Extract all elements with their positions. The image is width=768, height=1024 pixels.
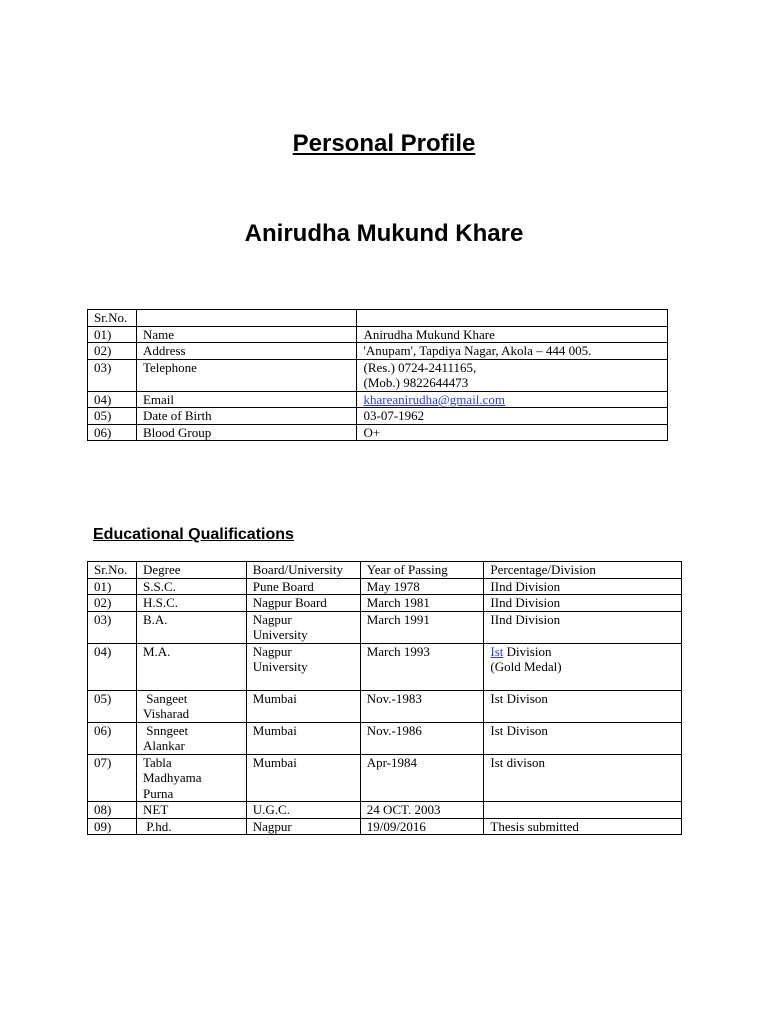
sr-no-cell: 04) xyxy=(88,643,137,690)
board-cell xyxy=(246,611,360,643)
header-cell: Sr.No. xyxy=(88,310,137,327)
year-cell: March 1991 xyxy=(360,611,484,643)
board-line: Pune Board xyxy=(252,578,314,594)
division-text: Division xyxy=(503,643,552,659)
sr-no-cell: 02) xyxy=(88,343,137,360)
field-label-cell: Address xyxy=(136,343,357,360)
table-row xyxy=(88,611,682,643)
sr-no-cell: 04) xyxy=(88,391,137,408)
degree-line: Purna xyxy=(142,785,174,801)
sr-no-cell: 01) xyxy=(88,578,137,595)
degree-cell xyxy=(136,595,246,612)
field-label-cell: Date of Birth xyxy=(136,408,357,425)
division-cell xyxy=(484,595,682,612)
field-label-cell: Telephone xyxy=(136,359,357,391)
sr-no-cell: 05) xyxy=(88,408,137,425)
division-cell xyxy=(484,818,682,835)
division-cell xyxy=(484,690,682,722)
division-cell xyxy=(484,611,682,643)
division-line: Ist Divison xyxy=(490,722,548,738)
year-cell: March 1993 xyxy=(360,643,484,690)
header-cell: Sr.No. xyxy=(88,562,137,579)
degree-line: Visharad xyxy=(142,706,190,721)
education-heading: Educational Qualifications xyxy=(93,526,294,543)
value-line: 'Anupam', Tapdiya Nagar, Akola – 444 005. xyxy=(363,343,592,358)
email-link[interactable]: khareanirudha@gmail.com xyxy=(363,391,506,407)
board-cell xyxy=(246,578,360,595)
board-line: University xyxy=(252,627,308,642)
sr-no-cell: 07) xyxy=(88,754,137,802)
sr-no-cell: 05) xyxy=(88,690,137,722)
field-value-cell xyxy=(357,343,668,360)
degree-cell xyxy=(136,611,246,643)
table-row xyxy=(88,643,682,690)
table-row xyxy=(88,802,682,819)
board-cell xyxy=(246,722,360,754)
field-value-cell xyxy=(357,424,668,441)
division-cell xyxy=(484,578,682,595)
board-cell xyxy=(246,643,360,690)
sr-no-cell: 02) xyxy=(88,595,137,612)
value-line: (Mob.) 9822644473 xyxy=(363,375,469,390)
degree-line: Tabla xyxy=(142,754,172,770)
table-header-row xyxy=(88,562,682,579)
table-row xyxy=(88,690,682,722)
header-cell: Board/University xyxy=(246,562,360,579)
board-line: Mumbai xyxy=(252,690,297,706)
division-line: (Gold Medal) xyxy=(490,659,562,674)
board-line: Nagpur xyxy=(252,611,292,627)
degree-cell xyxy=(136,643,246,690)
division-line: Thesis submitted xyxy=(490,818,579,834)
degree-cell xyxy=(136,802,246,819)
header-cell xyxy=(357,310,668,327)
division-line: IInd Division xyxy=(490,595,561,610)
division-line: IInd Division xyxy=(490,578,561,594)
degree-line: Madhyama xyxy=(142,770,202,785)
table-header-row xyxy=(88,310,668,327)
field-value-cell xyxy=(357,326,668,343)
division-link[interactable]: Ist xyxy=(490,643,504,659)
degree-line: S.S.C. xyxy=(142,578,176,594)
division-cell xyxy=(484,643,682,690)
table-row xyxy=(88,754,682,802)
education-table xyxy=(87,561,682,835)
year-cell: May 1978 xyxy=(360,578,484,595)
year-cell: Apr-1984 xyxy=(360,754,484,802)
year-cell: 24 OCT. 2003 xyxy=(360,802,484,819)
field-value-cell xyxy=(357,359,668,391)
table-row xyxy=(88,326,668,343)
degree-cell xyxy=(136,722,246,754)
board-cell xyxy=(246,754,360,802)
degree-line: P.hd. xyxy=(142,818,172,834)
board-line: U.G.C. xyxy=(252,802,290,817)
field-label-cell: Blood Group xyxy=(136,424,357,441)
board-cell xyxy=(246,595,360,612)
table-row xyxy=(88,343,668,360)
year-cell: 19/09/2016 xyxy=(360,818,484,835)
table-row xyxy=(88,595,682,612)
degree-cell xyxy=(136,754,246,802)
degree-line: H.S.C. xyxy=(142,595,179,610)
header-cell: Degree xyxy=(136,562,246,579)
division-cell xyxy=(484,754,682,802)
field-value-cell xyxy=(357,391,668,408)
person-name: Anirudha Mukund Khare xyxy=(244,220,524,247)
sr-no-cell: 03) xyxy=(88,611,137,643)
degree-line: NET xyxy=(142,802,169,817)
table-row xyxy=(88,408,668,425)
table-row xyxy=(88,391,668,408)
board-line: Mumbai xyxy=(252,754,297,770)
field-label-cell: Name xyxy=(136,326,357,343)
table-row xyxy=(88,424,668,441)
value-line: 03-07-1962 xyxy=(363,408,425,423)
degree-line: Snngeet xyxy=(142,722,189,738)
header-cell xyxy=(136,310,357,327)
header-cell: Year of Passing xyxy=(360,562,484,579)
degree-cell xyxy=(136,578,246,595)
value-line: Anirudha Mukund Khare xyxy=(363,326,495,342)
page-title: Personal Profile xyxy=(292,130,476,157)
division-line xyxy=(490,802,675,818)
field-value-cell xyxy=(357,408,668,425)
header-cell: Percentage/Division xyxy=(484,562,682,579)
degree-cell xyxy=(136,690,246,722)
board-line: Nagpur xyxy=(252,643,292,659)
division-line: IInd Division xyxy=(490,611,561,627)
value-line: (Res.) 0724-2411165, xyxy=(363,359,477,375)
field-label-cell: Email xyxy=(136,391,357,408)
board-line: Mumbai xyxy=(252,722,297,738)
division-line: Ist Divison xyxy=(490,690,548,706)
board-line: Nagpur Board xyxy=(252,595,327,610)
division-line xyxy=(490,644,675,660)
table-row xyxy=(88,578,682,595)
degree-line: Sangeet xyxy=(142,690,188,706)
sr-no-cell: 08) xyxy=(88,802,137,819)
division-line: Ist divison xyxy=(490,754,545,770)
degree-cell xyxy=(136,818,246,835)
degree-line: M.A. xyxy=(142,643,171,659)
degree-line: Alankar xyxy=(142,738,185,753)
table-row xyxy=(88,818,682,835)
sr-no-cell: 09) xyxy=(88,818,137,835)
year-cell: March 1981 xyxy=(360,595,484,612)
year-cell: Nov.-1983 xyxy=(360,690,484,722)
board-cell xyxy=(246,690,360,722)
division-cell xyxy=(484,722,682,754)
table-row xyxy=(88,722,682,754)
value-line: O+ xyxy=(363,424,381,440)
table-row xyxy=(88,359,668,391)
sr-no-cell: 01) xyxy=(88,326,137,343)
degree-line: B.A. xyxy=(142,611,168,627)
board-cell xyxy=(246,818,360,835)
board-line: Nagpur xyxy=(252,818,292,834)
sr-no-cell: 03) xyxy=(88,359,137,391)
personal-details-table xyxy=(87,309,668,441)
board-cell xyxy=(246,802,360,819)
division-cell xyxy=(484,802,682,819)
sr-no-cell: 06) xyxy=(88,424,137,441)
sr-no-cell: 06) xyxy=(88,722,137,754)
board-line: University xyxy=(252,659,308,674)
year-cell: Nov.-1986 xyxy=(360,722,484,754)
